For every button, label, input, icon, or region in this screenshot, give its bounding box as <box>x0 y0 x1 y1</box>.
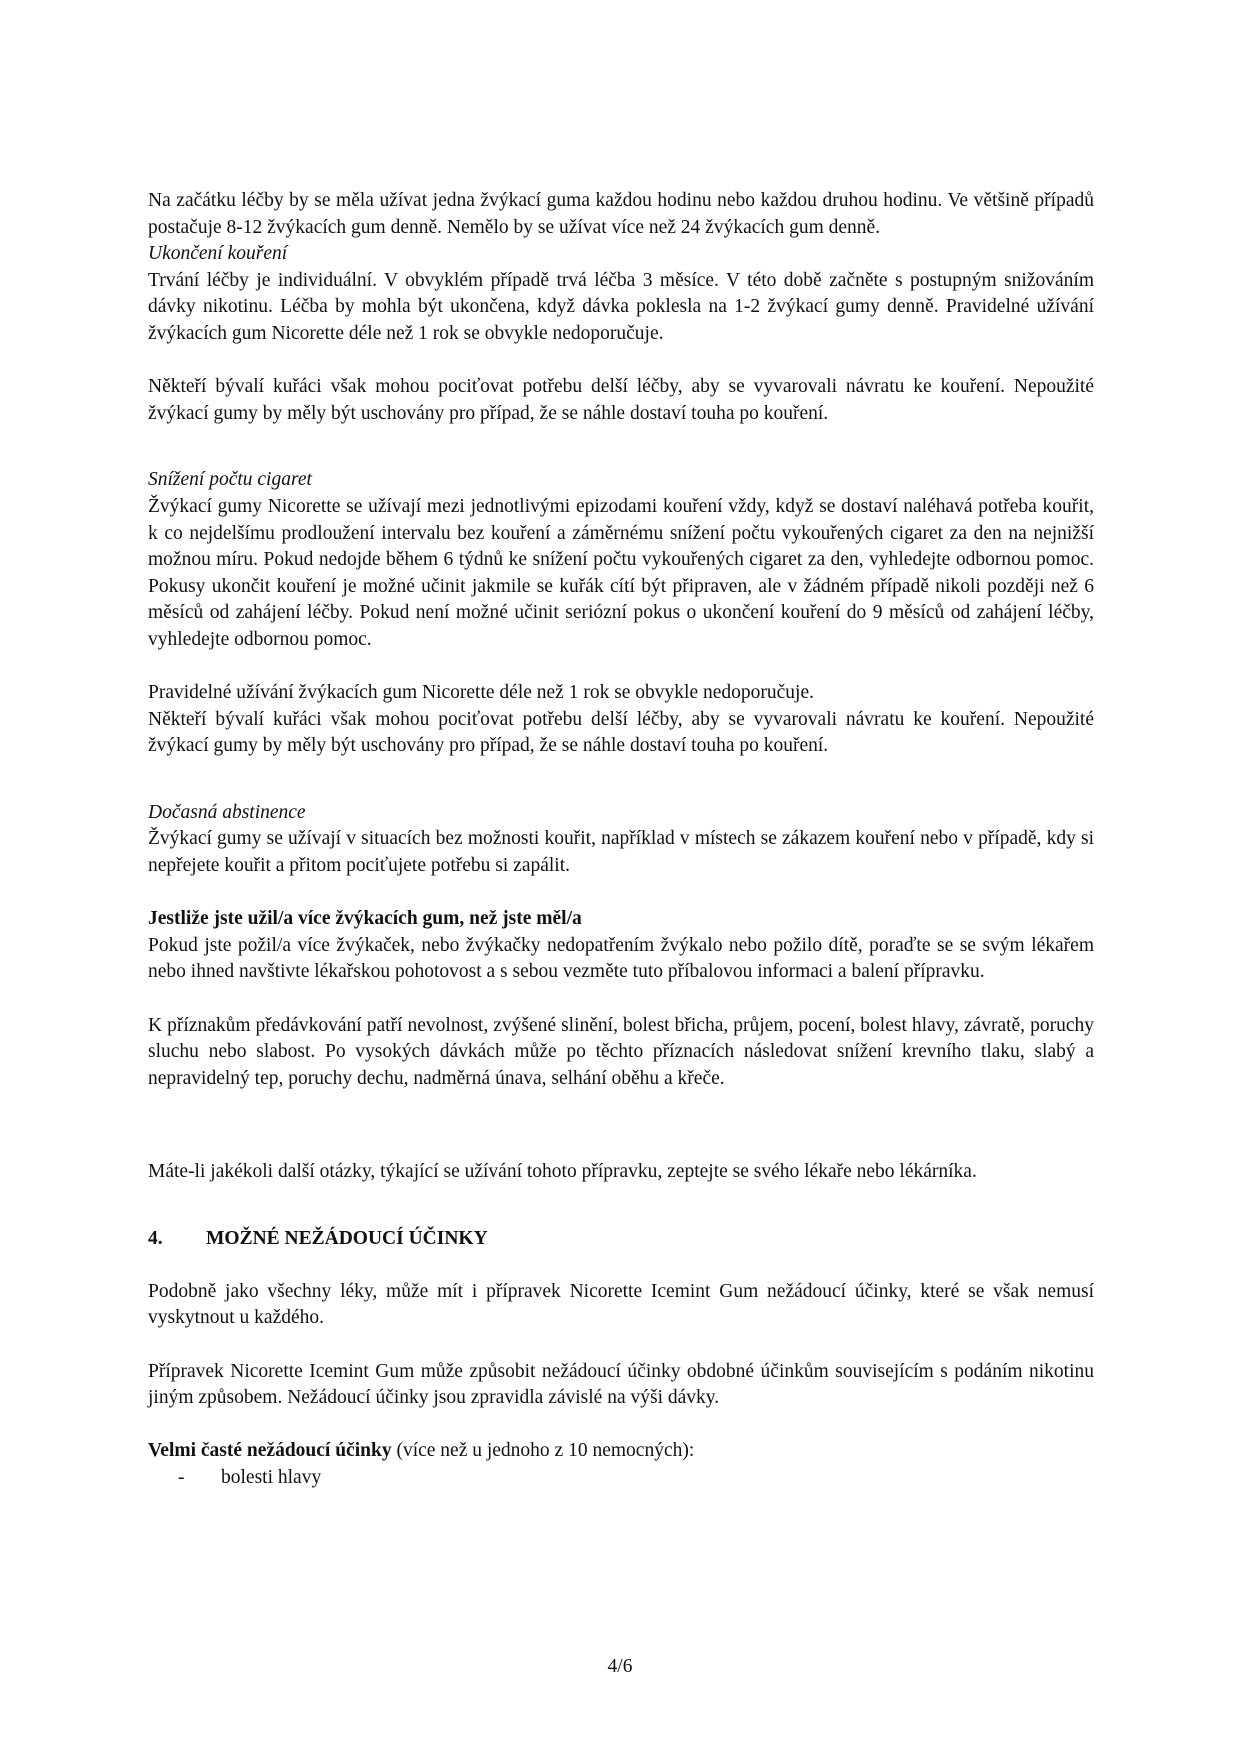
spacer <box>148 1092 1094 1119</box>
list-bullet: - <box>178 1466 185 1488</box>
spacer <box>148 348 1094 375</box>
frequency-label: Velmi časté nežádoucí účinky <box>148 1440 392 1462</box>
spacer <box>148 1119 1094 1159</box>
dosage-paragraph: Na začátku léčby by se měla užívat jedna žvýkací guma každou hodinu nebo každou druhou hodinu. Ve většině případů postačuje 8-12 žvýkacích gum denně. Nemělo by se užívat více než 24 žvýkacích gum denně. <box>148 190 1094 238</box>
questions-paragraph: Máte-li jakékoli další otázky, týkající se užívání tohoto přípravku, zeptejte se svého lékaře nebo lékárníka. <box>148 1161 977 1182</box>
abstinence-paragraph: Žvýkací gumy se užívají v situacích bez možnosti kouřit, například v místech se zákazem kouření nebo v případě, kdy si nepřejete kouřit a přitom pociťujete potřebu si zapálit. <box>148 828 1094 877</box>
overdose-symptoms-paragraph: K příznakům předávkování patří nevolnost, zvýšené slinění, bolest břicha, průjem, pocení, bolest hlavy, závratě, poruchy sluchu nebo slabost. Po vysokých dávkách může po těchto příznacích následovat snížení krevního tlaku, slabý a nepravidelný tep, poruchy dechu, nadměrná únava, selhání oběhu a křeče. <box>148 1014 1094 1089</box>
side-effects-intro-paragraph: Podobně jako všechny léky, může mít i přípravek Nicorette Icemint Gum nežádoucí účinky, které se však nemusí vyskytnout u každého. <box>148 1280 1094 1329</box>
side-effects-nicotine-paragraph: Přípravek Nicorette Icemint Gum může způsobit nežádoucí účinky obdobné účinkům souvisejícím s podáním nikotinu jiným způsobem. Nežádoucí účinky jsou zpravidla závislé na výši dávky. <box>148 1360 1094 1409</box>
section-number: 4. <box>148 1227 163 1249</box>
spacer <box>148 1252 1094 1279</box>
spacer <box>148 986 1094 1013</box>
frequency-description: (více než u jednoho z 10 nemocných): <box>391 1440 695 1462</box>
reduction-paragraph: Žvýkací gumy Nicorette se užívají mezi jednotlivými epizodami kouření vždy, když se dostaví naléhavá potřeba kouřit, k co nejdelšímu prodloužení intervalu bez kouření a záměrnému snížení počtu vykouřených cigaret za den na nejnižší možnou míru. Pokud nedojde během 6 týdnů ke snížení počtu vykouřených cigaret za den, vyhledejte odbornou pomoc. Pokusy ukončit kouření je možné učinit jakmile se kuřák cítí být připraven, ale v žádném případě nikoli později než 6 měsíců od zahájení léčby. Pokud není možné učinit seriózní pokus o ukončení kouření do 9 měsíců od zahájení léčby, vyhledejte odbornou pomoc. <box>148 495 1094 650</box>
list-item <box>148 1465 1094 1492</box>
spacer <box>148 760 1094 800</box>
section-title-text: MOŽNÉ NEŽÁDOUCÍ ÚČINKY <box>206 1227 488 1249</box>
frequency-line <box>148 1438 1094 1465</box>
duration-paragraph: Trvání léčby je individuální. V obvyklém případě trvá léčba 3 měsíce. V této době začněte s postupným snižováním dávky nikotinu. Léčba by mohla být ukončena, když dávka poklesla na 1-2 žvýkací gumy denně. Pravidelné užívání žvýkacích gum Nicorette déle než 1 rok se obvykle nedoporučuje. <box>148 269 1094 344</box>
regular-use-paragraph: Pravidelné užívání žvýkacích gum Nicorette déle než 1 rok se obvykle nedoporučuje. <box>148 682 815 704</box>
spacer <box>148 1332 1094 1359</box>
overdose-paragraph: Pokud jste požil/a více žvýkaček, nebo žvýkačky nedopatřením žvýkalo nebo požilo dítě, poraďte se se svým lékařem nebo ihned navštivte lékařskou pohotovost a s sebou vezměte tuto příbalovou informaci a balení přípravku. <box>148 934 1094 983</box>
list-item-text: bolesti hlavy <box>221 1466 322 1488</box>
spacer <box>148 654 1094 681</box>
page-content <box>148 188 1094 1492</box>
former-smokers-paragraph-2: Někteří bývalí kuřáci však mohou pociťovat potřebu delší léčby, aby se vyvarovali návratu ke kouření. Nepoužité žvýkací gumy by měly být uschovány pro případ, že se náhle dostaví touha po kouření. <box>148 708 1094 757</box>
spacer <box>148 880 1094 907</box>
former-smokers-paragraph: Někteří bývalí kuřáci však mohou pociťovat potřebu delší léčby, aby se vyvarovali návratu ke kouření. Nepoužité žvýkací gumy by měly být uschovány pro případ, že se náhle dostaví touha po kouření. <box>148 376 1094 424</box>
subheading-docasna-abstinence: Dočasná abstinence <box>148 801 306 823</box>
page-number: 4/6 <box>607 1656 633 1677</box>
spacer <box>148 1186 1094 1226</box>
spacer <box>148 427 1094 467</box>
subheading-ukonceni-koureni: Ukončení kouření <box>148 243 288 265</box>
subheading-snizeni-poctu-cigaret: Snížení počtu cigaret <box>148 469 312 491</box>
section-4-title <box>148 1226 1094 1253</box>
subheading-overdose: Jestliže jste užil/a více žvýkacích gum, než jste měl/a <box>148 908 582 930</box>
spacer <box>148 1412 1094 1439</box>
